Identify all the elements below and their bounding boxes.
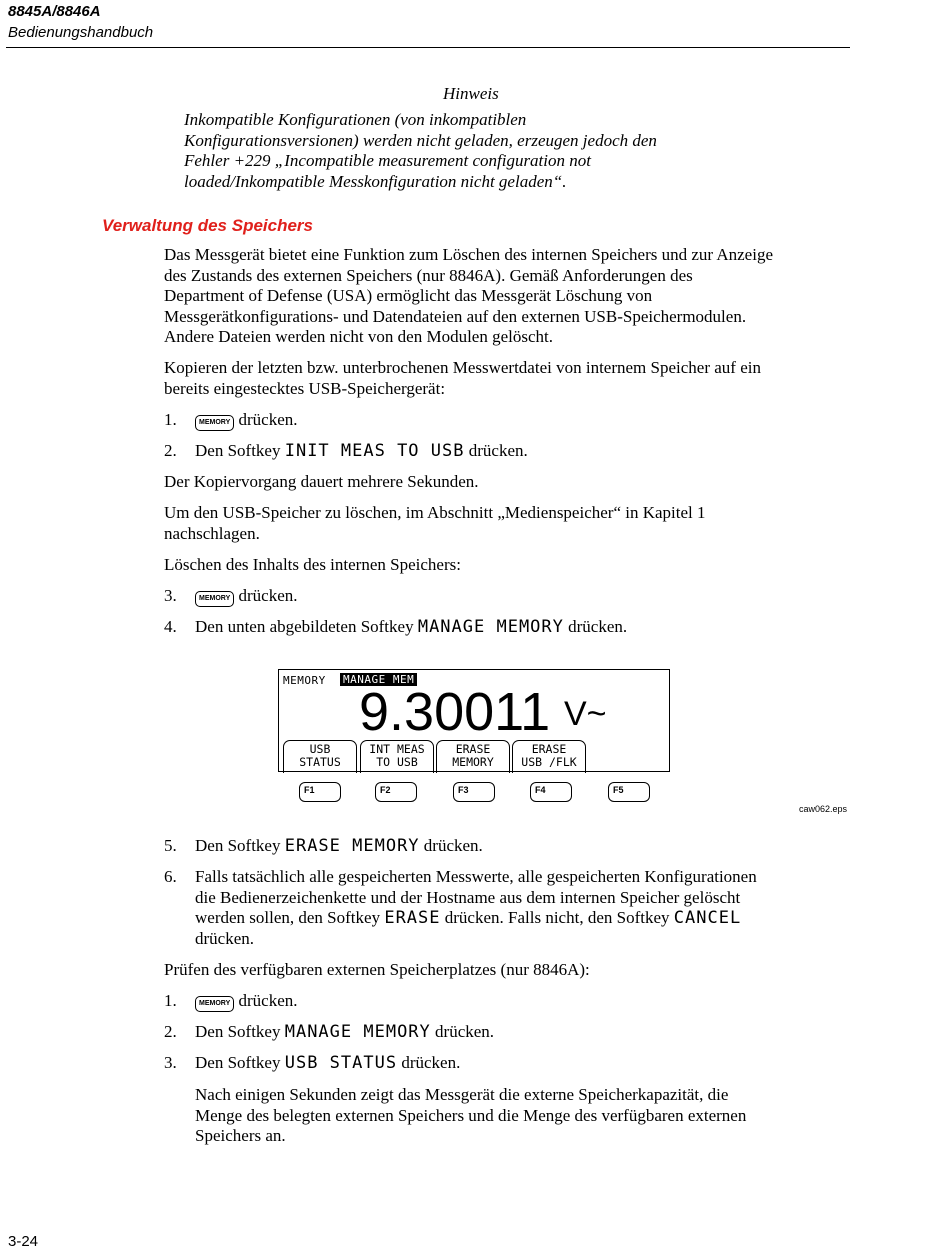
step-text	[195, 836, 850, 857]
display-unit: V~	[564, 695, 607, 733]
press-word: drücken.	[238, 991, 298, 1010]
softkey-usb-status	[283, 740, 357, 773]
softkey-erase-memory	[436, 740, 510, 773]
step-number: 1.	[164, 410, 177, 429]
softkey-word: Den Softkey	[195, 1053, 281, 1072]
softkey-erase-usb	[512, 740, 586, 773]
memory-key-icon: MEMORY	[195, 415, 234, 431]
display-menu-tag: MANAGE MEM	[340, 673, 417, 686]
press-word: drücken.	[401, 1053, 461, 1072]
copy-duration-paragraph: Der Kopiervorgang dauert mehrere Sekunden.	[164, 472, 479, 491]
step-text	[195, 1053, 850, 1074]
header-rule	[6, 47, 850, 48]
softkey-manage-memory-label: MANAGE MEMORY	[284, 1022, 431, 1042]
softkey-line: MEMORY	[452, 755, 494, 769]
f4-key: F4	[530, 782, 572, 802]
text-part: werden sollen, den Softkey	[195, 908, 381, 927]
note-body	[184, 110, 764, 192]
step4-text: Den unten abgebildeten Softkey	[195, 617, 414, 636]
text-line: bereits eingestecktes USB-Speichergerät:	[164, 378, 446, 398]
press-word: drücken.	[238, 410, 298, 429]
note-line: loaded/Inkompatible Messkonfiguration nicht geladen“.	[184, 171, 567, 191]
memory-key-icon: MEMORY	[195, 591, 234, 607]
text-line: Das Messgerät bietet eine Funktion zum Löschen des internen Speichers und zur Anzeige	[164, 245, 773, 264]
softkey-cancel-label: CANCEL	[673, 908, 742, 928]
step-number: 1.	[164, 991, 177, 1010]
text-line: Nach einigen Sekunden zeigt das Messgerät die externe Speicherkapazität, die	[195, 1085, 729, 1104]
header-title: 8845A/8846A	[8, 3, 101, 20]
usb-erase-paragraph	[164, 503, 854, 544]
softkey-word: Den Softkey	[195, 1022, 281, 1041]
text-line: Kopieren der letzten bzw. unterbrochenen Messwertdatei von internem Speicher auf ein	[164, 358, 761, 377]
copy-intro-paragraph	[164, 358, 854, 399]
softkey-line: ERASE	[455, 742, 491, 756]
text-line: drücken.	[195, 928, 255, 948]
text-line: Um den USB-Speicher zu löschen, im Abschnitt „Medienspeicher“ in Kapitel 1	[164, 503, 706, 522]
softkey-line: INT MEAS	[369, 742, 425, 756]
press-word: drücken.	[423, 836, 483, 855]
meter-display	[278, 669, 670, 772]
softkey-int-meas	[360, 740, 434, 773]
display-reading: 9.30011	[359, 682, 551, 742]
display-mode-label: MEMORY	[283, 674, 326, 687]
text-line: Andere Dateien werden nicht von den Modulen gelöscht.	[164, 327, 553, 346]
step-text	[195, 441, 850, 462]
note-line: Fehler +229 „Incompatible measurement configuration not	[184, 151, 591, 170]
final-paragraph	[195, 1085, 850, 1147]
step-number: 4.	[164, 617, 177, 636]
text-line: Menge des belegten externen Speichers und die Menge des verfügbaren externen	[195, 1105, 747, 1125]
f1-key: F1	[299, 782, 341, 802]
intro-paragraph	[164, 245, 854, 348]
softkey-usb-status-label: USB STATUS	[284, 1053, 398, 1073]
softkey-line: TO USB	[376, 755, 418, 769]
note-line: Konfigurationsversionen) werden nicht geladen, erzeugen jedoch den	[184, 130, 657, 150]
erase-internal-intro: Löschen des Inhalts des internen Speichers:	[164, 555, 461, 574]
softkey-word: Den Softkey	[195, 836, 281, 855]
text-part: drücken. Falls nicht, den Softkey	[444, 908, 670, 927]
softkey-erase-label: ERASE	[384, 908, 441, 928]
text-line: Speichers an.	[195, 1126, 286, 1145]
step-number: 2.	[164, 441, 177, 460]
step-text	[195, 586, 850, 607]
header-subtitle: Bedienungshandbuch	[8, 24, 154, 41]
note-line: Inkompatible Konfigurationen (von inkompatiblen	[184, 110, 527, 129]
step-number: 6.	[164, 867, 177, 886]
softkey-init-meas-label: INIT MEAS TO USB	[284, 441, 465, 461]
f2-key: F2	[375, 782, 417, 802]
press-word: drücken.	[568, 617, 628, 636]
softkey-word: Den Softkey	[195, 441, 281, 460]
step-text	[195, 991, 850, 1012]
softkey-line: USB	[309, 742, 331, 756]
step-text	[195, 617, 850, 638]
press-word: drücken.	[468, 441, 528, 460]
f3-key: F3	[453, 782, 495, 802]
softkey-line: USB /FLK	[521, 755, 577, 769]
text-line: nachschlagen.	[164, 523, 260, 543]
page-number: 3-24	[8, 1233, 39, 1250]
step-text	[195, 410, 850, 431]
step-number: 2.	[164, 1022, 177, 1041]
text-line: des Zustands des externen Speichers (nur 8846A). Gemäß Anforderungen des	[164, 265, 693, 285]
text-line: Falls tatsächlich alle gespeicherten Messwerte, alle gespeicherten Konfigurationen	[195, 867, 757, 886]
softkey-manage-memory-label: MANAGE MEMORY	[417, 617, 564, 637]
external-intro: Prüfen des verfügbaren externen Speicherplatzes (nur 8846A):	[164, 960, 590, 979]
step-number: 5.	[164, 836, 177, 855]
step-number: 3.	[164, 586, 177, 605]
figure-caption: caw062.eps	[799, 804, 848, 814]
step-text	[195, 1022, 850, 1043]
note-title: Hinweis	[443, 84, 499, 103]
f5-key: F5	[608, 782, 650, 802]
step-number: 3.	[164, 1053, 177, 1072]
memory-key-icon: MEMORY	[195, 996, 234, 1012]
softkey-line: STATUS	[299, 755, 341, 769]
text-line: Messgerätkonfigurations- und Datendateien auf den externen USB-Speichermodulen.	[164, 306, 747, 326]
softkey-erase-memory-label: ERASE MEMORY	[284, 836, 420, 856]
softkey-line: ERASE	[531, 742, 567, 756]
step-text	[195, 867, 850, 949]
text-line: die Bedienerzeichenkette und der Hostname aus dem internen Speicher gelöscht	[195, 887, 741, 907]
text-line: Department of Defense (USA) ermöglicht das Messgerät Löschung von	[164, 286, 653, 305]
press-word: drücken.	[238, 586, 298, 605]
section-title: Verwaltung des Speichers	[102, 216, 313, 235]
text-line	[195, 908, 850, 929]
press-word: drücken.	[435, 1022, 495, 1041]
